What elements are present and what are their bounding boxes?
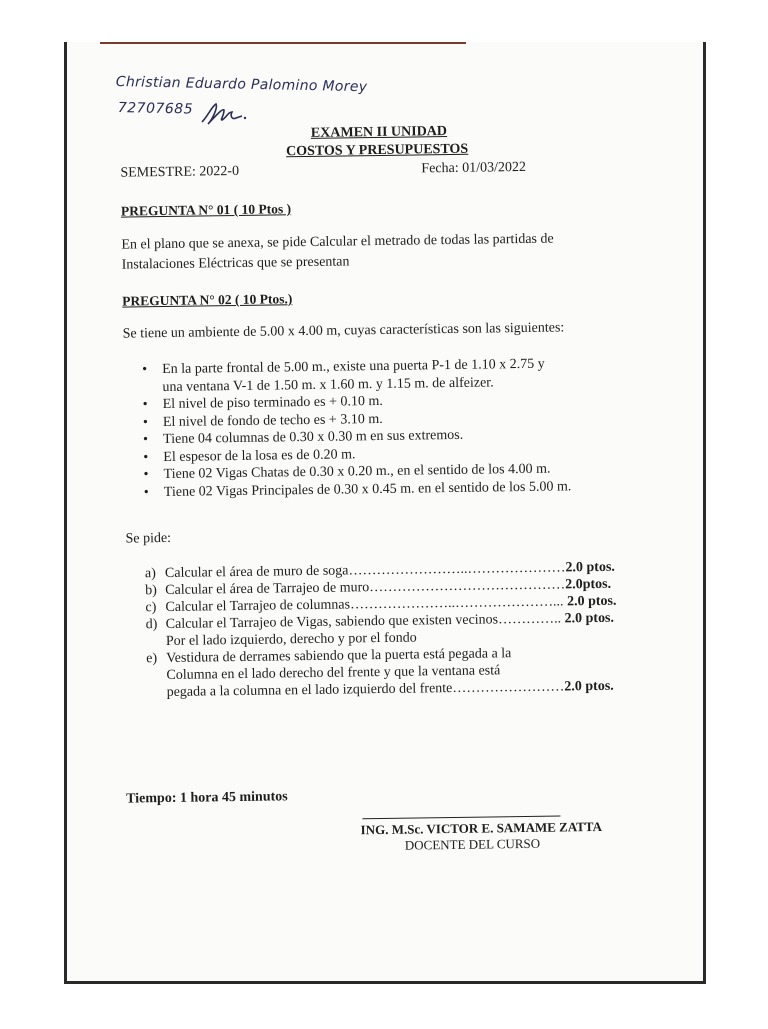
course-title: COSTOS Y PRESUPUESTOS	[286, 141, 469, 160]
task-item: c) Calcular el Tarrajeo de columnas…………………..…………………... 2.0 ptos.	[145, 593, 617, 616]
exam-date: Fecha: 01/03/2022	[421, 159, 527, 177]
question-2-intro: Se tiene un ambiente de 5.00 x 4.00 m, cuyas características son las siguientes:	[122, 320, 565, 342]
list-item: • Tiene 04 columnas de 0.30 x 0.30 m en sus extremos.	[143, 425, 571, 448]
tasks-list	[145, 559, 618, 702]
task-item: a) Calcular el área de muro de soga……………………..…………………2.0 ptos.	[144, 559, 615, 582]
professor-role: DOCENTE DEL CURSO	[404, 835, 541, 853]
list-item: • Tiene 02 Vigas Chatas de 0.30 x 0.20 m., en el sentido de los 4.00 m.	[144, 460, 572, 483]
task-item: e) Vestidura de derrames sabiendo que la puerta está pegada a la	[146, 646, 512, 667]
exam-title: EXAMEN II UNIDAD	[310, 124, 448, 141]
task-item: b) Calcular el área de Tarrajeo de muro……………………………………2.0ptos.	[145, 576, 612, 599]
list-item: • Tiene 02 Vigas Principales de 0.30 x 0.45 m. en el sentido de los 5.00 m.	[144, 478, 572, 501]
se-pide-label: Se pide:	[125, 530, 172, 547]
student-name: Christian Eduardo Palomino Morey	[115, 74, 368, 96]
professor-name: ING. M.Sc. VICTOR E. SAMAME ZATTA	[360, 818, 603, 838]
list-item: • En la parte frontal de 5.00 m., existe una puerta P-1 de 1.10 x 2.75 y una ventana V-1 de 1.50 m. x 1.60 m. y 1.15 m. de alfeizer.	[142, 355, 570, 396]
task-item: pegada a la columna en el lado izquierdo del frente……………………2.0 ptos.	[166, 678, 614, 700]
room-characteristics-list	[142, 355, 571, 501]
exam-time: Tiempo: 1 hora 45 minutos	[126, 789, 288, 807]
list-item: • El nivel de fondo de techo es + 3.10 m.	[143, 408, 571, 431]
semester: SEMESTRE: 2022-0	[120, 163, 240, 181]
task-item: Por el lado izquierdo, derecho y por el fondo	[165, 630, 417, 650]
task-item: d) Calcular el Tarrajeo de Vigas, sabiendo que existen vecinos………….. 2.0 ptos.	[145, 610, 615, 633]
list-item: • El nivel de piso terminado es + 0.10 m.	[143, 390, 571, 413]
list-item: • El espesor de la losa es de 0.20 m.	[143, 443, 571, 466]
question-1-line: En el plano que se anexa, se pide Calcular el metrado de todas las partidas de	[121, 231, 554, 253]
student-id: 72707685	[117, 100, 194, 118]
question-1-text	[121, 230, 554, 276]
question-2-heading: PREGUNTA N° 02 ( 10 Ptos.)	[122, 291, 293, 309]
task-item: Columna en el lado derecho del frente y que la ventana está	[166, 663, 501, 683]
question-1-line: Instalaciones Eléctricas que se presentan	[121, 254, 350, 273]
question-1-heading: PREGUNTA N° 01 ( 10 Ptos )	[120, 201, 292, 219]
signature-line	[362, 816, 560, 820]
